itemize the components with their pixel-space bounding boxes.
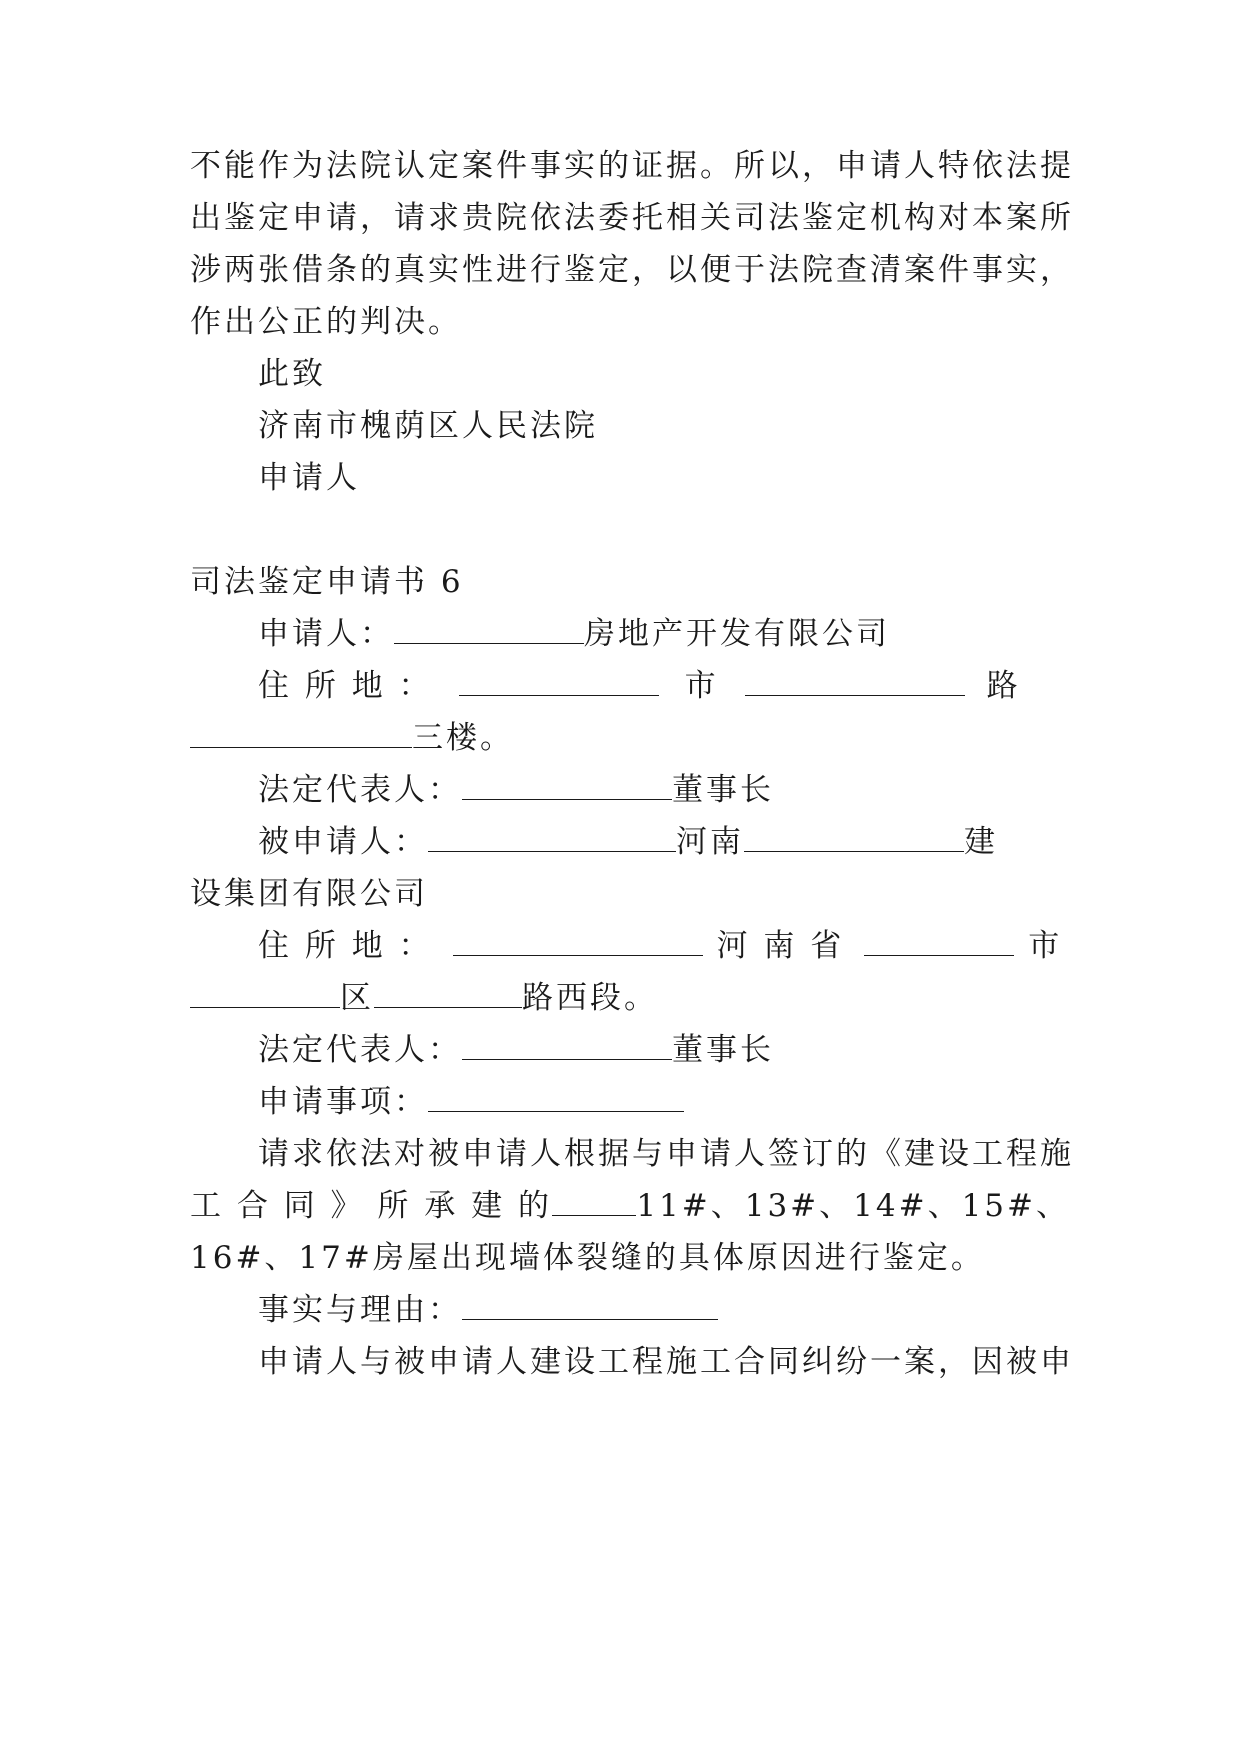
fill-blank xyxy=(745,667,965,696)
body-line: 请求依法对被申请人根据与申请人签订的《建设工程施 xyxy=(258,1136,1074,1172)
fill-blank xyxy=(190,719,412,748)
address-line xyxy=(258,666,1070,706)
fill-blank xyxy=(428,1083,684,1112)
r-province: 河 南 省 xyxy=(716,928,845,964)
r-city: 市 xyxy=(1028,928,1063,964)
applicant-suffix: 房地产开发有限公司 xyxy=(584,616,890,652)
fill-blank xyxy=(744,823,964,852)
r-rep-title: 董事长 xyxy=(672,1032,774,1068)
r-rep-label: 法定代表人： xyxy=(258,1032,462,1068)
respondent-tail: 建 xyxy=(964,824,998,860)
fill-blank xyxy=(394,615,584,644)
fill-blank xyxy=(552,1187,636,1216)
address-label: 住 所 地 ： xyxy=(258,668,433,704)
address-city: 市 xyxy=(684,668,719,704)
req-line-2b: 11#、13#、14#、15#、 xyxy=(636,1188,1070,1224)
r-address-label: 住 所 地 ： xyxy=(258,928,433,964)
r-end: 路西段。 xyxy=(522,980,658,1016)
salutation: 此致 xyxy=(258,356,326,392)
applicant-line xyxy=(258,614,1070,654)
body-line: 作出公正的判决。 xyxy=(190,304,462,340)
body-line: 不能作为法院认定案件事实的证据。所以，申请人特依法提 xyxy=(190,148,1074,184)
rep-label: 法定代表人： xyxy=(258,772,462,808)
applicant-label: 申请人： xyxy=(258,616,394,652)
r-district: 区 xyxy=(340,980,374,1016)
r-rep-line xyxy=(258,1030,1070,1070)
fill-blank xyxy=(374,979,522,1008)
facts-label: 事实与理由： xyxy=(258,1292,462,1328)
respondent-mid: 河南 xyxy=(676,824,744,860)
court-name: 济南市槐荫区人民法院 xyxy=(258,408,598,444)
respondent-line-2: 设集团有限公司 xyxy=(190,876,428,912)
rep-title: 董事长 xyxy=(672,772,774,808)
matters-label: 申请事项： xyxy=(258,1084,428,1120)
fill-blank xyxy=(462,771,672,800)
address-end: 三楼。 xyxy=(412,720,514,756)
body-line xyxy=(190,1186,1070,1226)
r-address-line-2 xyxy=(190,978,1070,1018)
body-line: 申请人与被申请人建设工程施工合同纠纷一案，因被申 xyxy=(258,1344,1074,1380)
fill-blank xyxy=(453,927,703,956)
fill-blank xyxy=(428,823,676,852)
req-line-2a: 工 合 同 》 所 承 建 的 xyxy=(190,1188,552,1224)
respondent-label: 被申请人： xyxy=(258,824,428,860)
address-line-2 xyxy=(190,718,1070,758)
fill-blank xyxy=(190,979,340,1008)
fill-blank xyxy=(459,667,659,696)
facts-line xyxy=(258,1290,1070,1330)
fill-blank xyxy=(462,1031,672,1060)
section-title: 司法鉴定申请书 6 xyxy=(190,564,464,600)
signer-label: 申请人 xyxy=(258,460,360,496)
respondent-line xyxy=(258,822,1070,862)
matters-line xyxy=(258,1082,1070,1122)
body-line: 涉两张借条的真实性进行鉴定，以便于法院查清案件事实， xyxy=(190,252,1074,288)
fill-blank xyxy=(462,1291,718,1320)
rep-line xyxy=(258,770,1070,810)
body-line: 16#、17#房屋出现墙体裂缝的具体原因进行鉴定。 xyxy=(190,1240,985,1276)
address-road: 路 xyxy=(986,668,1021,704)
r-address-line xyxy=(258,926,1070,966)
body-line: 出鉴定申请，请求贵院依法委托相关司法鉴定机构对本案所 xyxy=(190,200,1074,236)
fill-blank xyxy=(864,927,1014,956)
